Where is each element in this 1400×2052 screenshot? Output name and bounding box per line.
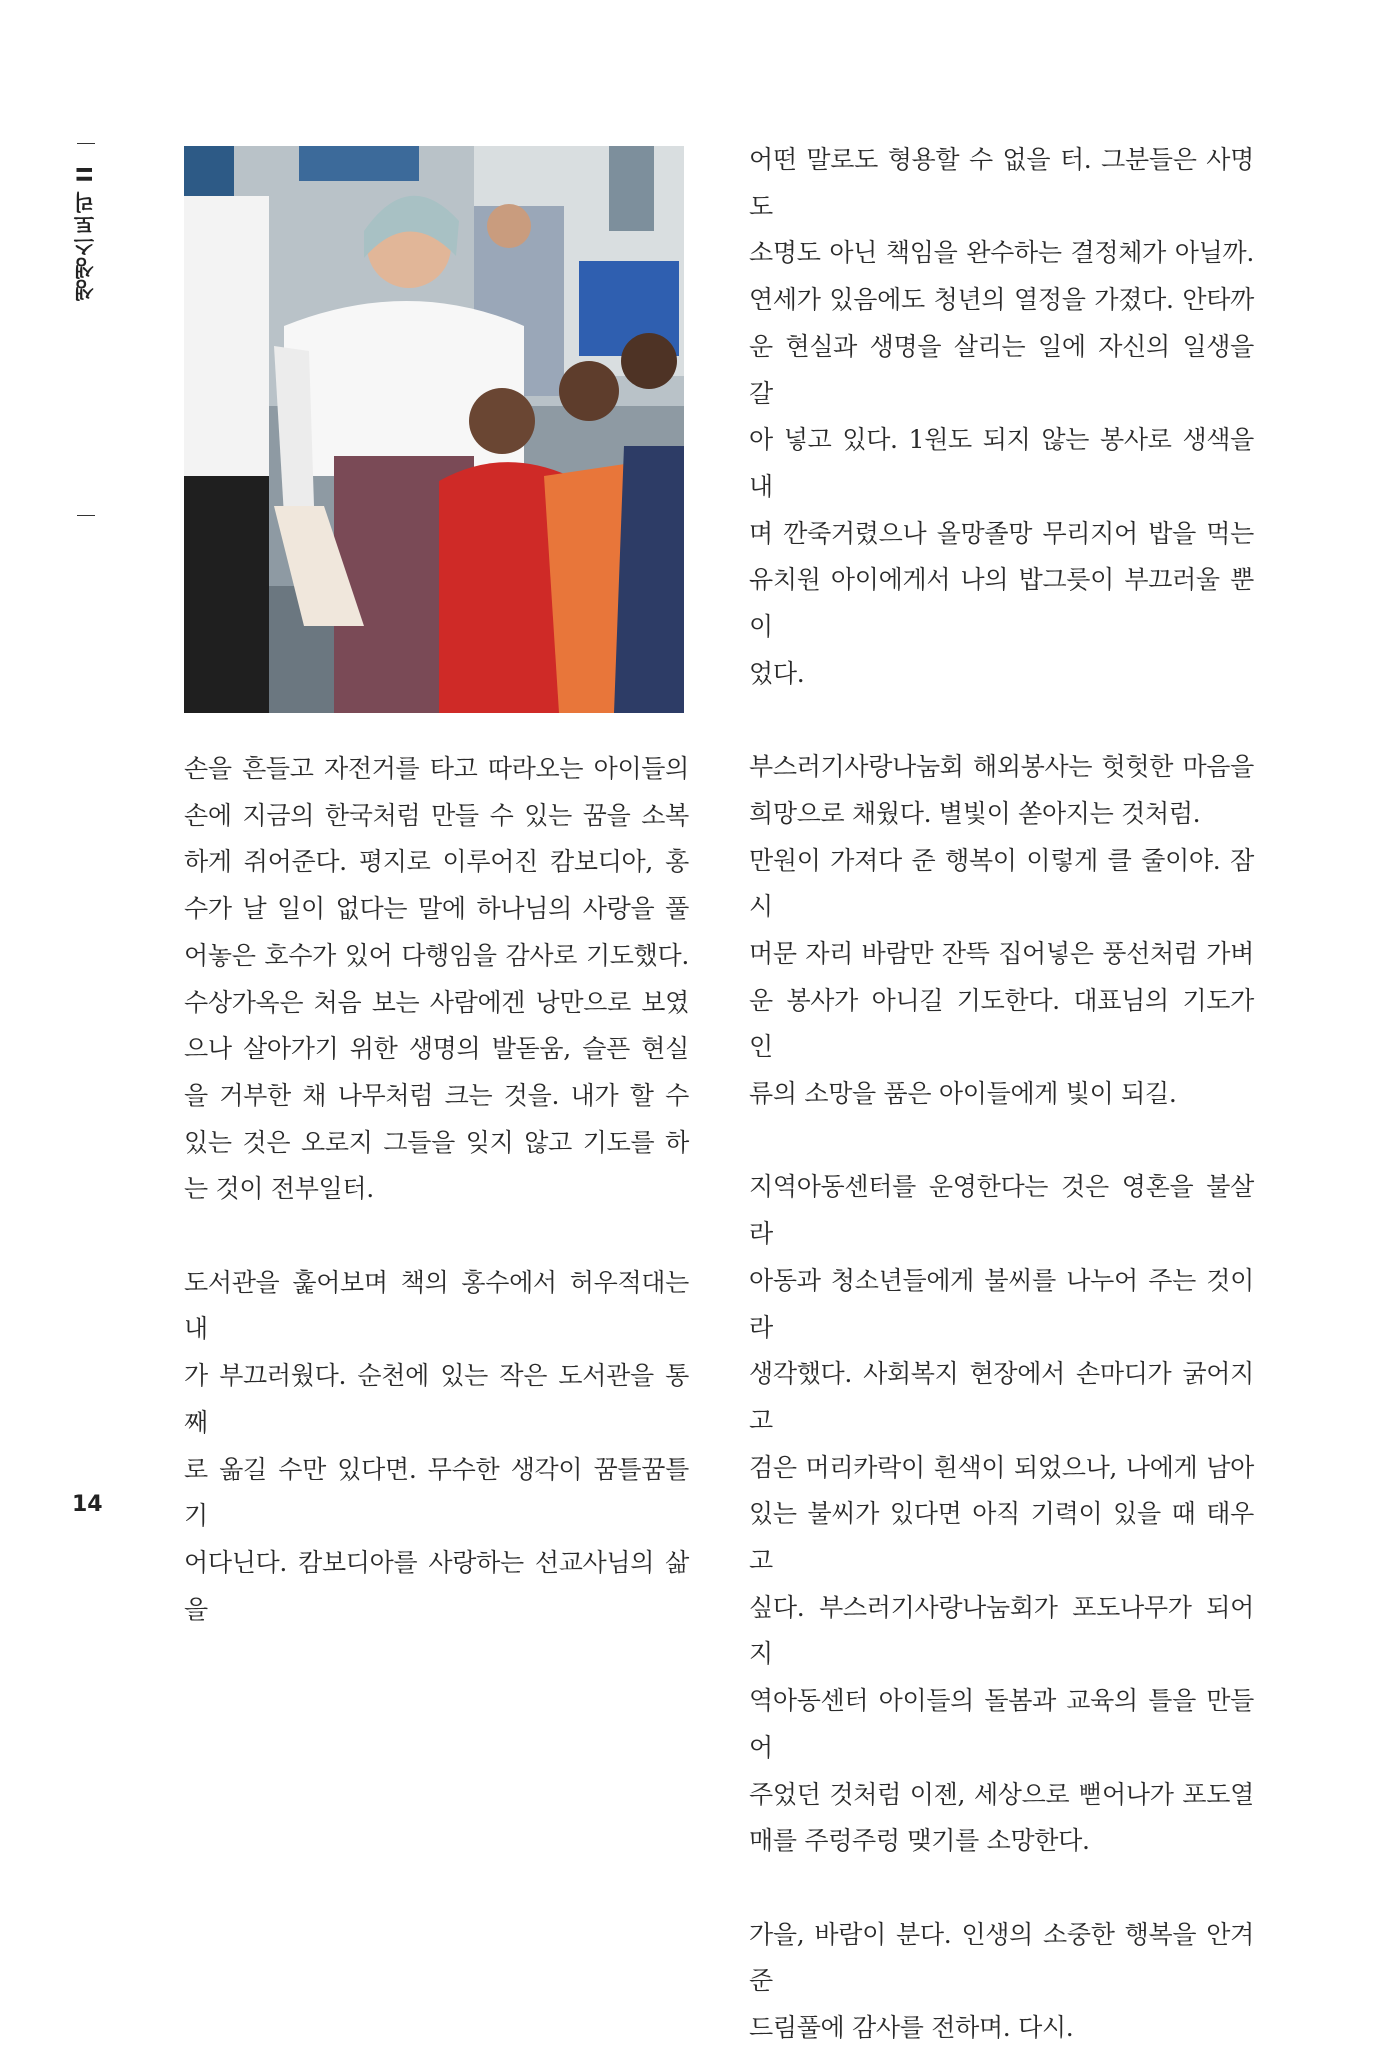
right-text-column: [749, 137, 1254, 2052]
text-line: 싶다. 부스러기사랑나눔회가 포도나무가 되어 지: [749, 1592, 1254, 1669]
page-number: 14: [72, 1492, 103, 1517]
text-line: 로 옮길 수만 있다면. 무수한 생각이 꿈틀꿈틀 기: [184, 1454, 689, 1531]
text-line: 소명도 아닌 책임을 완수하는 결정체가 아닐까.: [749, 238, 1254, 268]
side-rule-bottom: [77, 515, 95, 516]
text-line: 도서관을 훑어보며 책의 홍수에서 허우적대는 내: [184, 1267, 689, 1344]
text-line: 어떤 말로도 형용할 수 없을 터. 그분들은 사명도: [749, 145, 1254, 221]
text-line: 아 넣고 있다. 1원도 되지 않는 봉사로 생색을 내: [749, 425, 1254, 501]
paragraph-gap: [749, 697, 1254, 744]
text-line: 으나 살아가기 위한 생명의 발돋움, 슬픈 현실: [184, 1034, 689, 1064]
text-line: 지역아동센터를 운영한다는 것은 영혼을 불살라: [749, 1172, 1254, 1249]
text-line: 수가 날 일이 없다는 말에 하나님의 사랑을 풀: [184, 894, 689, 924]
section-label: 생생스토리 II: [73, 165, 97, 301]
text-line: 가을, 바람이 분다. 인생의 소중한 행복을 안겨준: [749, 1919, 1254, 1996]
paragraph-gap: [184, 1213, 689, 1260]
text-line: 손에 지금의 한국처럼 만들 수 있는 꿈을 소복: [184, 800, 689, 830]
paragraph-gap: [749, 1118, 1254, 1165]
text-line: 있는 것은 오로지 그들을 잊지 않고 기도를 하: [184, 1127, 689, 1157]
text-line: 어다닌다. 캄보디아를 사랑하는 선교사님의 삶을: [184, 1547, 689, 1624]
text-line: 부스러기사랑나눔회 해외봉사는 헛헛한 마음을: [749, 752, 1254, 782]
text-line: 가 부끄러웠다. 순천에 있는 작은 도서관을 통째: [184, 1361, 689, 1437]
text-line: 연세가 있음에도 청년의 열정을 가졌다. 안타까: [749, 285, 1254, 315]
text-line: 머문 자리 바람만 잔뜩 집어넣은 풍선처럼 가벼: [749, 938, 1254, 968]
text-line: 손을 흔들고 자전거를 타고 따라오는 아이들의: [184, 754, 689, 783]
text-line: 있는 불씨가 있다면 아직 기력이 있을 때 태우고: [749, 1499, 1254, 1576]
text-line: 류의 소망을 품은 아이들에게 빛이 되길.: [749, 1079, 1177, 1109]
text-line: 만원이 가져다 준 행복이 이렇게 클 줄이야. 잠시: [749, 845, 1254, 922]
text-line: 주었던 것처럼 이젠, 세상으로 뻗어나가 포도열: [749, 1779, 1254, 1809]
text-line: 어놓은 호수가 있어 다행임을 감사로 기도했다.: [184, 940, 689, 970]
text-line: 검은 머리카락이 흰색이 되었으나, 나에게 남아: [749, 1452, 1254, 1482]
text-line: 유치원 아이에게서 나의 밥그릇이 부끄러울 뿐이: [749, 565, 1254, 642]
text-line: 는 것이 전부일터.: [184, 1174, 374, 1204]
text-line: 며 깐죽거렸으나 올망졸망 무리지어 밥을 먹는: [749, 518, 1254, 548]
text-line: 운 현실과 생명을 살리는 일에 자신의 일생을 갈: [749, 331, 1254, 408]
text-line: 수상가옥은 처음 보는 사람에겐 낭만으로 보였: [184, 987, 689, 1017]
text-line: 운 봉사가 아니길 기도한다. 대표님의 기도가 인: [749, 985, 1254, 1062]
text-line: 매를 주렁주렁 맺기를 소망한다.: [749, 1826, 1090, 1856]
text-line: 생각했다. 사회복지 현장에서 손마디가 굵어지고: [749, 1359, 1254, 1435]
side-rule-top: [77, 143, 95, 144]
text-line: 희망으로 채웠다. 별빛이 쏟아지는 것처럼.: [749, 798, 1201, 828]
text-line: 을 거부한 채 나무처럼 크는 것을. 내가 할 수: [184, 1080, 689, 1110]
volunteer-photo: [184, 146, 684, 713]
text-line: 었다.: [749, 658, 805, 688]
text-line: 드림풀에 감사를 전하며. 다시.: [749, 2013, 1074, 2043]
paragraph-gap: [749, 1865, 1254, 1912]
text-line: 하게 쥐어준다. 평지로 이루어진 캄보디아, 홍: [184, 847, 689, 877]
text-line: 아동과 청소년들에게 불씨를 나누어 주는 것이라: [749, 1265, 1254, 1342]
text-line: 역아동센터 아이들의 돌봄과 교육의 틀을 만들어: [749, 1686, 1254, 1762]
left-text-column: [184, 746, 689, 1633]
